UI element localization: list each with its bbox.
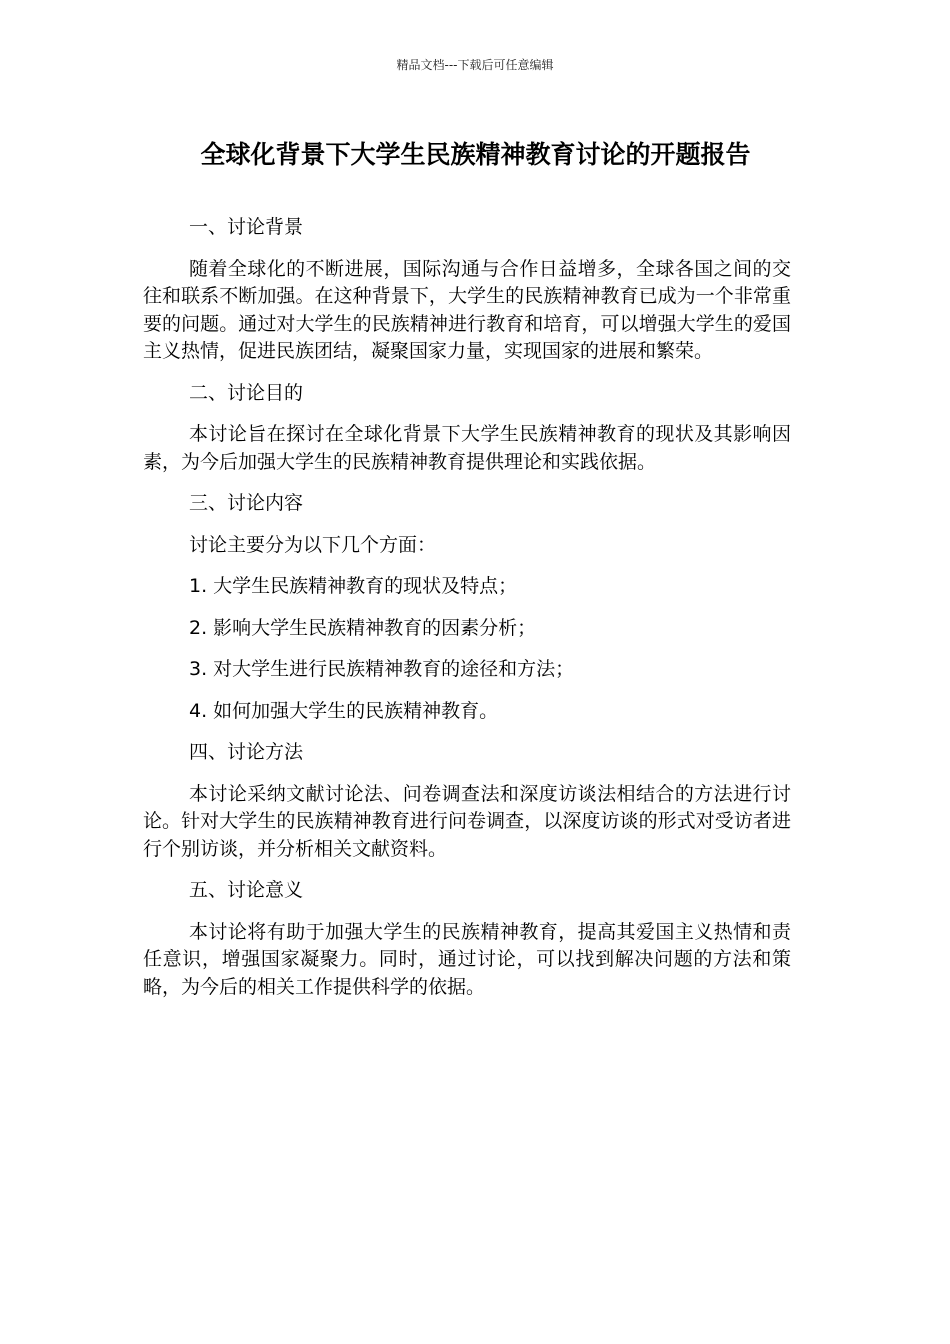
list-item: 3. 对大学生进行民族精神教育的途径和方法； [189,658,575,680]
section-text-background: 随着全球化的不断进展，国际沟通与合作日益增多，全球各国之间的交往和联系不断加强。在这种背景下，大学生的民族精神教育已成为一个非常重要的问题。通过对大学生的民族精神进行教育和培育，可以增强大学生的爱国主义热情，促进民族团结，凝聚国家力量，实现国家的进展和繁荣。 [143,257,791,362]
section-heading-method: 四、讨论方法 [189,741,304,763]
list-item: 1. 大学生民族精神教育的现状及特点； [189,575,518,597]
section-heading-background: 一、讨论背景 [189,216,304,238]
list-item: 2. 影响大学生民族精神教育的因素分析； [189,616,537,639]
page-header-note: 精品文档---下载后可任意编辑 [396,58,554,72]
section-heading-content: 三、讨论内容 [189,492,304,514]
section-text-significance: 本讨论将有助于加强大学生的民族精神教育，提高其爱国主义热情和责任意识，增强国家凝聚力。同时，通过讨论，可以找到解决问题的方法和策略，为今后的相关工作提供科学的依据。 [143,920,791,998]
section-text-purpose: 本讨论旨在探讨在全球化背景下大学生民族精神教育的现状及其影响因素，为今后加强大学生的民族精神教育提供理论和实践依据。 [143,423,791,473]
section-heading-purpose: 二、讨论目的 [189,381,304,404]
section-text-content-intro: 讨论主要分为以下几个方面： [189,533,437,556]
section-text-method: 本讨论采纳文献讨论法、问卷调查法和深度访谈法相结合的方法进行讨论。针对大学生的民族精神教育进行问卷调查，以深度访谈的形式对受访者进行个别访谈，并分析相关文献资料。 [143,782,791,860]
section-heading-significance: 五、讨论意义 [189,879,304,901]
document-body [143,214,791,1001]
document-title: 全球化背景下大学生民族精神教育讨论的开题报告 [200,140,751,169]
list-item: 4. 如何加强大学生的民族精神教育。 [189,699,499,722]
